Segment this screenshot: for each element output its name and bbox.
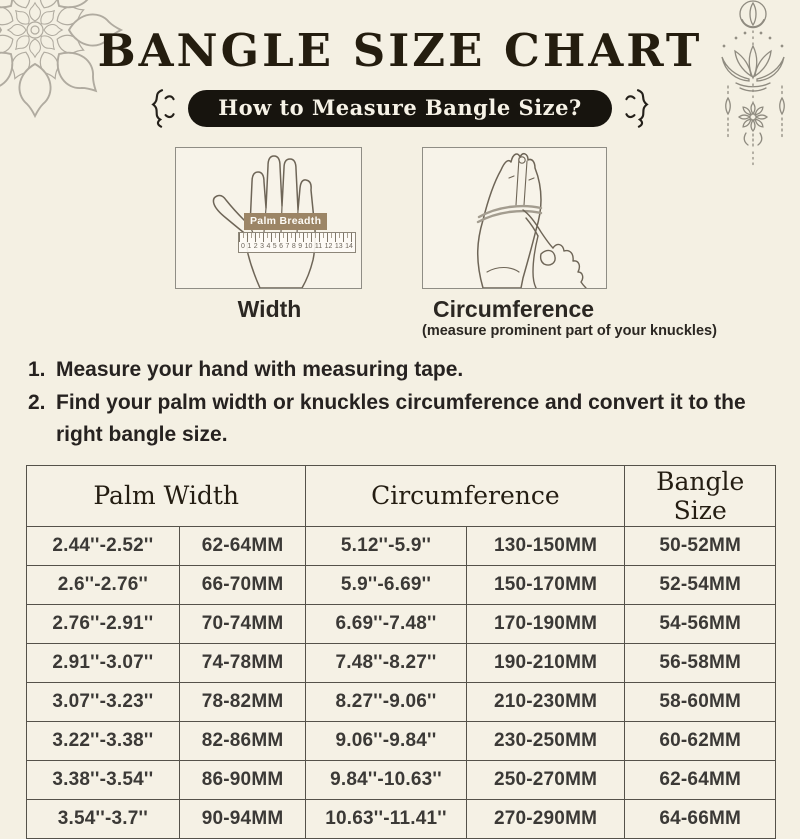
ruler-number: 14 bbox=[345, 243, 353, 250]
ruler-number: 7 bbox=[285, 243, 290, 250]
table-cell: 6.69''-7.48'' bbox=[306, 604, 466, 643]
ruler-number: 6 bbox=[279, 243, 284, 250]
table-cell: 74-78MM bbox=[179, 643, 306, 682]
instruction-item bbox=[28, 387, 770, 452]
table-cell: 230-250MM bbox=[466, 721, 625, 760]
instruction-text: Measure your hand with measuring tape. bbox=[56, 358, 464, 382]
table-cell: 50-52MM bbox=[625, 526, 776, 565]
table-cell: 3.22''-3.38'' bbox=[27, 721, 180, 760]
ruler-number: 5 bbox=[272, 243, 277, 250]
table-cell: 2.76''-2.91'' bbox=[27, 604, 180, 643]
table-cell: 2.44''-2.52'' bbox=[27, 526, 180, 565]
table-cell: 8.27''-9.06'' bbox=[306, 682, 466, 721]
circumference-figure bbox=[422, 147, 607, 289]
table-cell: 52-54MM bbox=[625, 565, 776, 604]
table-cell: 5.12''-5.9'' bbox=[306, 526, 466, 565]
table-cell: 62-64MM bbox=[179, 526, 306, 565]
table-cell: 10.63''-11.41'' bbox=[306, 799, 466, 838]
caption-circumference-note: (measure prominent part of your knuckles) bbox=[422, 323, 717, 340]
table-cell: 9.06''-9.84'' bbox=[306, 721, 466, 760]
table-cell: 82-86MM bbox=[179, 721, 306, 760]
ruler-number: 8 bbox=[291, 243, 296, 250]
ruler-number: 2 bbox=[253, 243, 258, 250]
ruler-ticks bbox=[239, 233, 355, 242]
column-header-palm-width: Palm Width bbox=[27, 465, 306, 526]
table-cell: 3.07''-3.23'' bbox=[27, 682, 180, 721]
measurement-figures bbox=[0, 147, 800, 289]
subtitle-row bbox=[0, 86, 800, 130]
ruler-number: 0 bbox=[241, 243, 245, 250]
instruction-text: Find your palm width or knuckles circumference and convert it to the right bangle size. bbox=[56, 390, 746, 447]
page-title: BANGLE SIZE CHART bbox=[97, 24, 703, 77]
caption-circumference: Circumference bbox=[432, 296, 595, 322]
column-header-circumference: Circumference bbox=[306, 465, 625, 526]
table-row bbox=[27, 643, 776, 682]
instructions bbox=[28, 354, 770, 452]
table-cell: 2.91''-3.07'' bbox=[27, 643, 180, 682]
table-cell: 86-90MM bbox=[179, 760, 306, 799]
table-cell: 7.48''-8.27'' bbox=[306, 643, 466, 682]
table-cell: 210-230MM bbox=[466, 682, 625, 721]
instruction-item bbox=[28, 354, 770, 387]
table-cell: 150-170MM bbox=[466, 565, 625, 604]
table-cell: 56-58MM bbox=[625, 643, 776, 682]
table-cell: 62-64MM bbox=[625, 760, 776, 799]
ruler-number: 10 bbox=[304, 243, 313, 250]
header bbox=[0, 0, 800, 130]
flourish-right-icon bbox=[622, 86, 654, 130]
table-header-row bbox=[27, 465, 776, 526]
table-cell: 54-56MM bbox=[625, 604, 776, 643]
ruler-number: 12 bbox=[324, 243, 333, 250]
table-cell: 270-290MM bbox=[466, 799, 625, 838]
table-cell: 64-66MM bbox=[625, 799, 776, 838]
table-cell: 66-70MM bbox=[179, 565, 306, 604]
table-cell: 60-62MM bbox=[625, 721, 776, 760]
table-row bbox=[27, 721, 776, 760]
table-cell: 5.9''-6.69'' bbox=[306, 565, 466, 604]
table-cell: 70-74MM bbox=[179, 604, 306, 643]
table-cell: 250-270MM bbox=[466, 760, 625, 799]
ruler-number: 11 bbox=[314, 243, 323, 250]
instruction-number: 2. bbox=[28, 390, 46, 414]
table-row bbox=[27, 682, 776, 721]
table-cell: 78-82MM bbox=[179, 682, 306, 721]
instruction-number: 1. bbox=[28, 358, 46, 382]
table-cell: 3.38''-3.54'' bbox=[27, 760, 180, 799]
caption-width: Width bbox=[237, 296, 302, 322]
table-cell: 90-94MM bbox=[179, 799, 306, 838]
table-row bbox=[27, 799, 776, 838]
table-cell: 130-150MM bbox=[466, 526, 625, 565]
hand-circumference-illustration bbox=[423, 148, 606, 288]
table-row bbox=[27, 760, 776, 799]
ruler-number: 4 bbox=[266, 243, 271, 250]
palm-ruler bbox=[238, 232, 356, 253]
ruler-number: 3 bbox=[260, 243, 264, 250]
table-cell: 3.54''-3.7'' bbox=[27, 799, 180, 838]
bangle-size-table bbox=[26, 465, 776, 839]
table-row bbox=[27, 565, 776, 604]
subtitle-pill: How to Measure Bangle Size? bbox=[188, 90, 612, 127]
ruler-number: 13 bbox=[334, 243, 343, 250]
ruler-label: Palm Breadth bbox=[244, 213, 327, 230]
column-header-bangle-size: Bangle Size bbox=[625, 465, 776, 526]
table-row bbox=[27, 604, 776, 643]
table-cell: 190-210MM bbox=[466, 643, 625, 682]
table-row bbox=[27, 526, 776, 565]
table-cell: 9.84''-10.63'' bbox=[306, 760, 466, 799]
table-cell: 58-60MM bbox=[625, 682, 776, 721]
flourish-left-icon bbox=[146, 86, 178, 130]
ruler-number: 1 bbox=[247, 243, 252, 250]
width-figure bbox=[175, 147, 362, 289]
ruler-numbers bbox=[239, 242, 355, 251]
figure-captions bbox=[0, 297, 800, 339]
table-cell: 170-190MM bbox=[466, 604, 625, 643]
table-cell: 2.6''-2.76'' bbox=[27, 565, 180, 604]
ruler-number: 9 bbox=[298, 243, 303, 250]
